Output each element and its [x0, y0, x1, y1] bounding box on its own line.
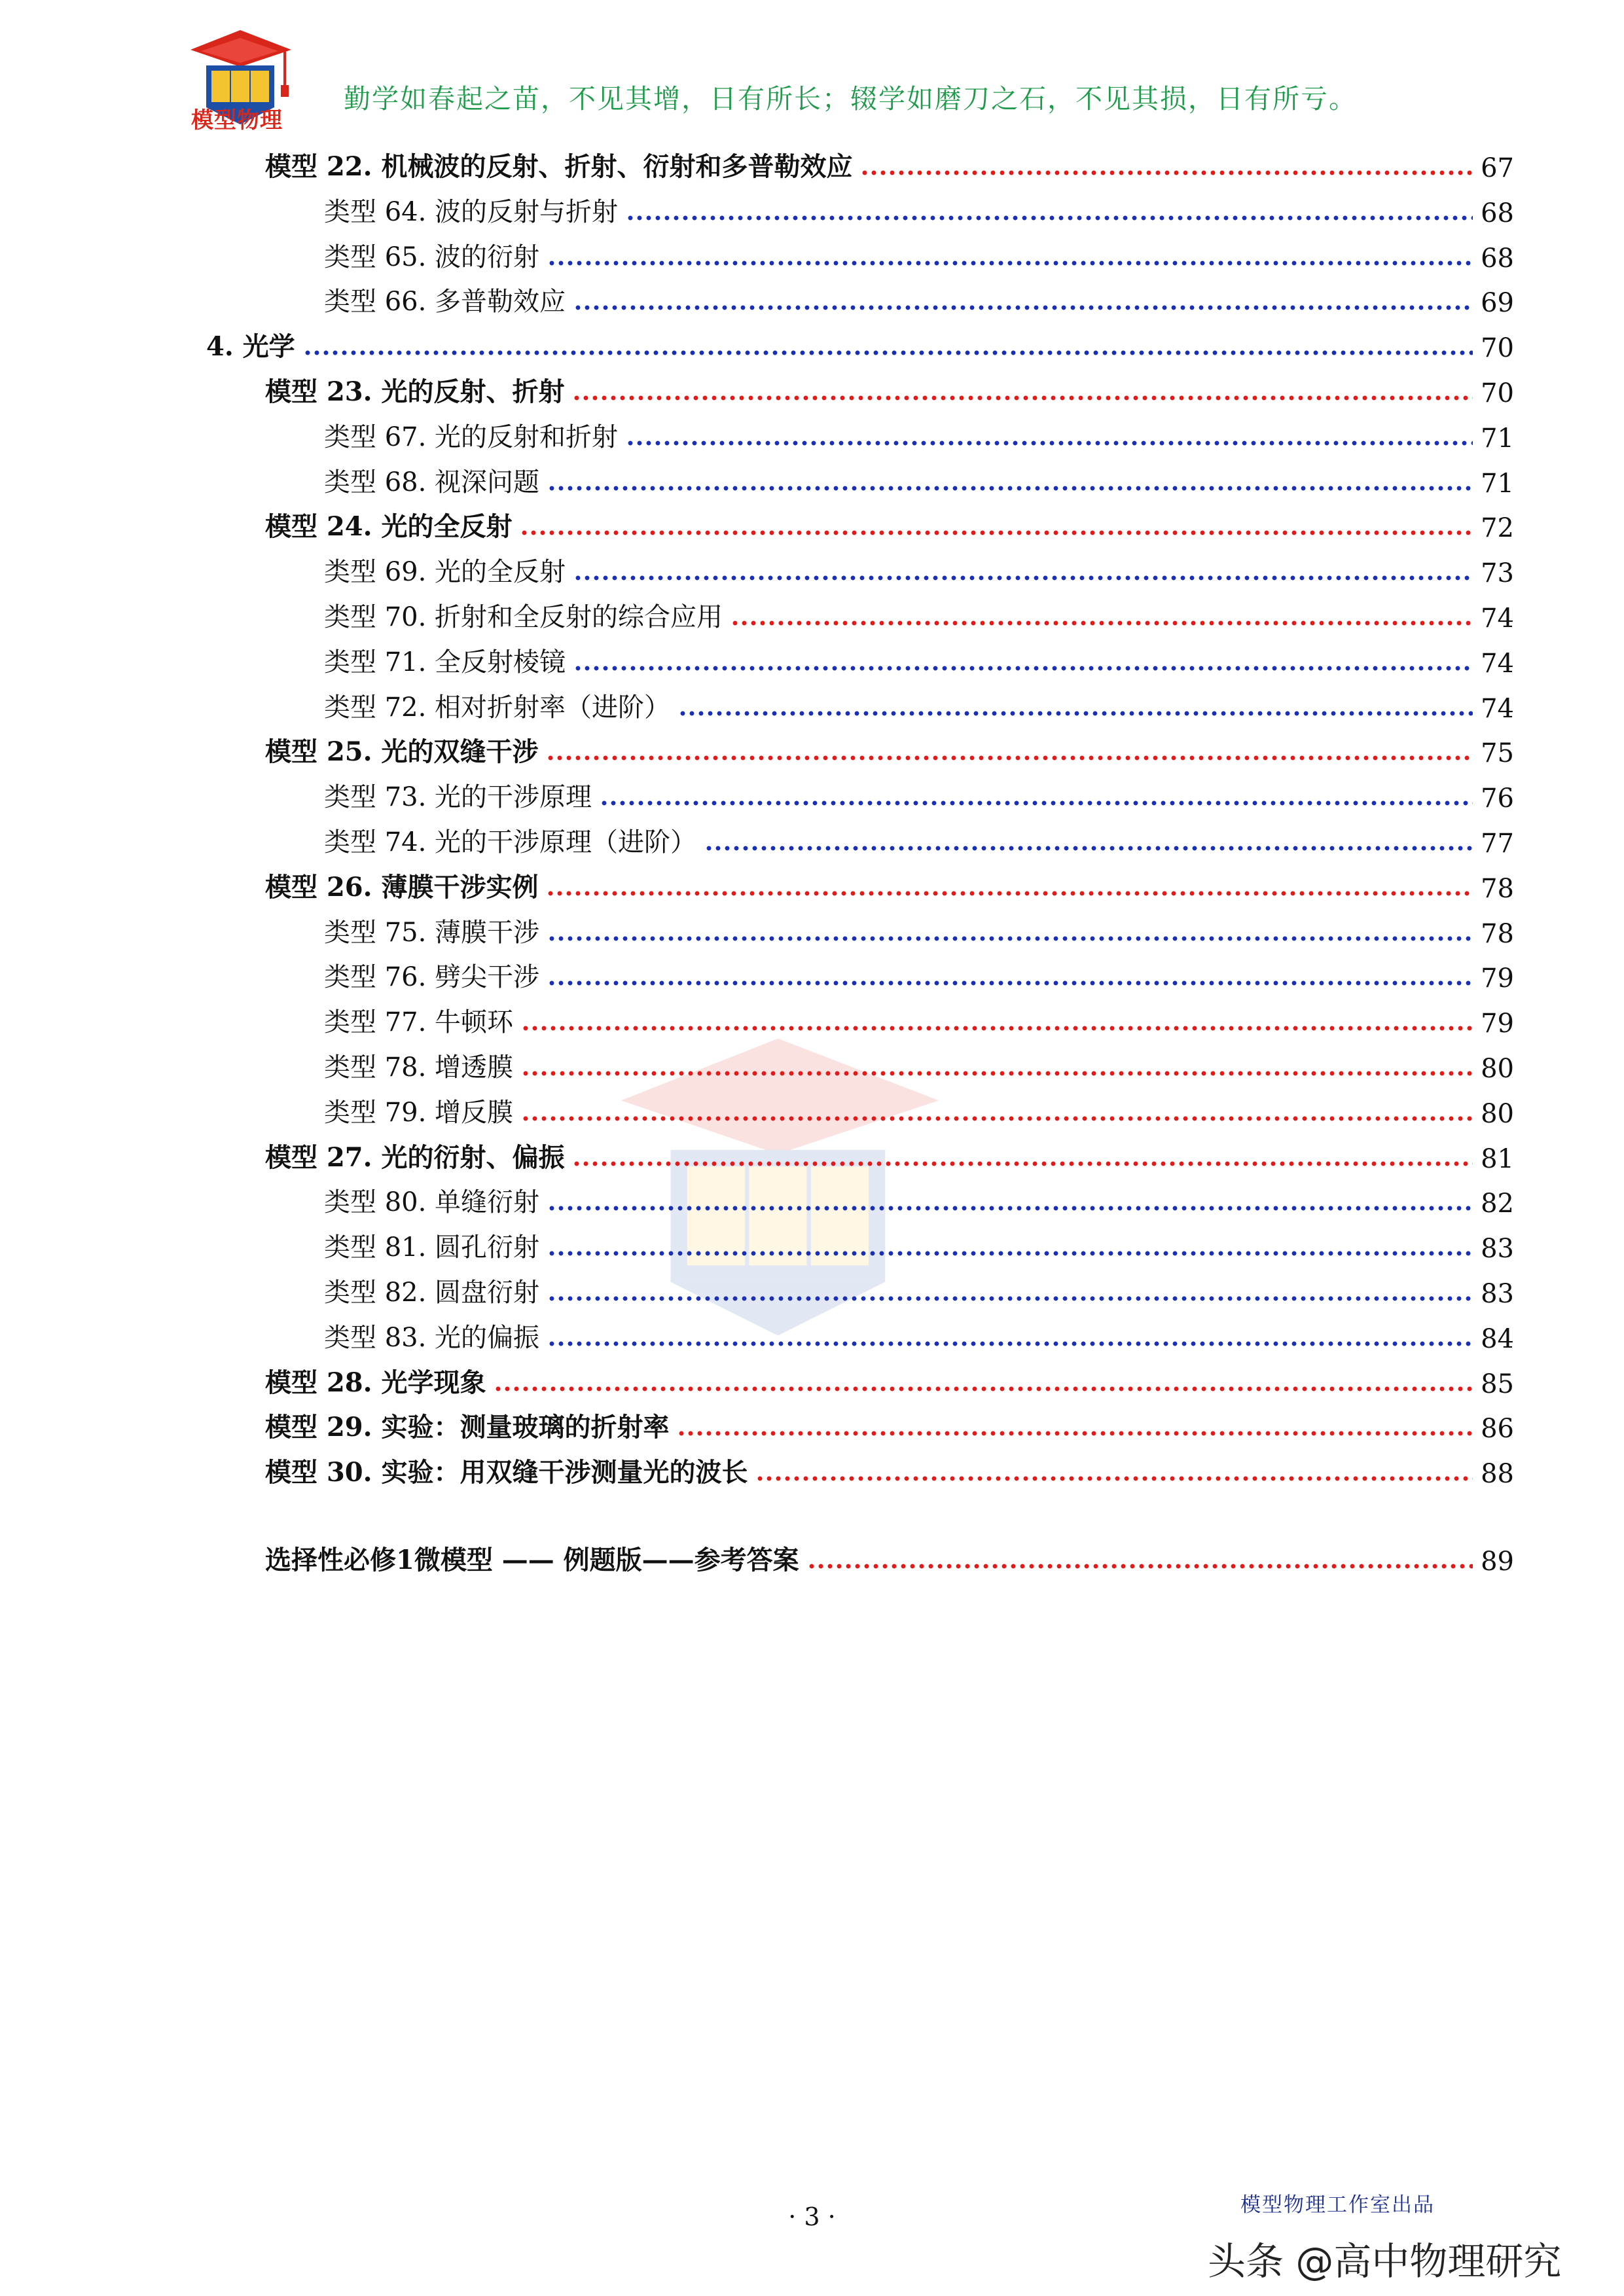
toc-entry-title: 单缝衍射 — [435, 1187, 540, 1218]
toc-entry[interactable] — [324, 1050, 1514, 1084]
toc-entry[interactable] — [324, 1185, 1514, 1219]
toc-entry[interactable] — [265, 374, 1514, 408]
toc-entry-label — [265, 731, 547, 768]
toc-entry-prefix: 类型 — [324, 557, 385, 588]
toc-entry-number: 27. — [326, 1141, 382, 1173]
toc-entry-label — [324, 551, 575, 588]
toc-entry-number: 73. — [384, 782, 435, 813]
toc-entry-prefix: 模型 — [265, 1457, 327, 1488]
toc-entry-number: 75. — [384, 917, 435, 948]
toc-entry-title: 实验：测量玻璃的折射率 — [381, 1412, 670, 1443]
toc-entry[interactable] — [324, 645, 1514, 679]
toc-leader-dots — [808, 1563, 1473, 1570]
toc-entry-title: 光的衍射、偏振 — [381, 1141, 565, 1173]
toc-entry-label — [324, 1092, 522, 1129]
toc-entry-page: 77 — [1481, 829, 1514, 859]
toc-leader-dots — [304, 350, 1473, 356]
toc-leader-dots — [522, 1115, 1473, 1122]
toc-entry[interactable] — [324, 1230, 1514, 1264]
toc-entry-prefix: 类型 — [324, 827, 385, 857]
toc-entry-label — [324, 912, 549, 949]
toc-leader-dots — [573, 1160, 1473, 1167]
toc-entry-title: 劈尖干涉 — [435, 962, 540, 993]
toc-entry-title: 增透膜 — [435, 1052, 514, 1083]
toc-entry-number: 4. — [206, 331, 243, 363]
toc-entry-page: 79 — [1481, 1009, 1514, 1039]
toc-entry-page: 85 — [1481, 1369, 1514, 1399]
toc-entry-prefix: 模型 — [265, 1367, 327, 1398]
toc-entry-label — [324, 1047, 522, 1084]
toc-entry-label — [265, 1407, 678, 1444]
toc-entry-page: 78 — [1481, 873, 1514, 904]
toc-entry-label — [324, 821, 706, 859]
toc-entry-number: 71. — [384, 647, 435, 677]
toc-entry-number: 64. — [384, 196, 435, 227]
toc-entry[interactable] — [324, 600, 1514, 634]
toc-entry-title: 折射和全反射的综合应用 — [435, 602, 723, 632]
toc-entry-prefix: 类型 — [324, 917, 385, 948]
toc-entry-prefix: 类型 — [324, 1007, 385, 1038]
toc-entry-number: 24. — [326, 511, 382, 543]
toc-entry-label — [324, 1001, 522, 1039]
toc-entry-number: 67. — [384, 422, 435, 452]
toc-entry-title: 光学 — [242, 331, 295, 363]
studio-credit: 模型物理工作室出品 — [1240, 2193, 1435, 2217]
toc-entry-prefix: 类型 — [324, 1322, 385, 1353]
toc-entry-prefix: 类型 — [324, 1232, 385, 1263]
toc-entry[interactable] — [206, 329, 1514, 363]
toc-entry-label — [265, 1452, 757, 1489]
toc-entry[interactable] — [324, 1005, 1514, 1039]
toc-leader-dots — [549, 260, 1473, 266]
toc-entry-page: 72 — [1481, 513, 1514, 544]
toc-entry-label — [324, 641, 575, 679]
toc-entry-title: 光的双缝干涉 — [381, 736, 539, 768]
toc-leader-dots — [679, 710, 1473, 717]
toc-entry-prefix: 类型 — [324, 287, 385, 317]
toc-entry-label — [324, 461, 549, 499]
toc-entry-page: 76 — [1481, 783, 1514, 814]
toc-entry-title: 选择性必修1微模型 —— 例题版——参考答案 — [265, 1545, 799, 1575]
toc-entry[interactable] — [324, 960, 1514, 994]
toc-entry[interactable] — [265, 509, 1514, 543]
toc-entry[interactable] — [324, 1095, 1514, 1129]
toc-leader-dots — [521, 529, 1473, 536]
toc-leader-dots — [861, 170, 1473, 176]
toc-leader-dots — [575, 575, 1473, 581]
toc-entry-prefix: 类型 — [324, 1278, 385, 1308]
toc-entry[interactable] — [324, 690, 1514, 724]
toc-entry-prefix: 模型 — [265, 871, 327, 903]
toc-entry-label — [324, 687, 679, 724]
toc-entry-title: 光的偏振 — [435, 1322, 540, 1353]
toc-entry-title: 相对折射率（进阶） — [435, 692, 671, 723]
toc-entry-label — [324, 596, 732, 634]
toc-leader-dots — [547, 890, 1473, 897]
toc-entry-page: 74 — [1481, 693, 1514, 724]
toc-entry-number: 82. — [384, 1278, 435, 1308]
toc-entry-title: 圆孔衍射 — [435, 1232, 540, 1263]
toc-leader-dots — [549, 1295, 1473, 1302]
toc-entry-prefix: 类型 — [324, 692, 385, 723]
toc-entry-page: 84 — [1481, 1323, 1514, 1354]
toc-entry-number: 30. — [326, 1457, 382, 1488]
toc-leader-dots — [627, 215, 1473, 221]
toc-entry[interactable] — [324, 1320, 1514, 1354]
toc-entry-prefix: 类型 — [324, 242, 385, 272]
toc-entry-page: 81 — [1481, 1143, 1514, 1174]
source-watermark: 头条 @高中物理研究 — [1208, 2239, 1562, 2284]
toc-entry-label — [324, 776, 601, 814]
toc-entry-label — [324, 191, 627, 228]
toc-entry-label — [265, 371, 573, 408]
toc-entry-label — [265, 506, 521, 543]
toc-entry[interactable] — [324, 420, 1514, 454]
toc-entry-title: 光的全反射 — [381, 511, 513, 543]
toc-entry-number: 69. — [384, 557, 435, 588]
toc-entry-number: 25. — [326, 736, 382, 768]
toc-entry-prefix: 类型 — [324, 467, 385, 497]
toc-entry-label — [265, 1539, 808, 1577]
toc-entry-prefix: 类型 — [324, 196, 385, 227]
toc-entry-prefix: 类型 — [324, 1052, 385, 1083]
toc-entry-page: 83 — [1481, 1234, 1514, 1265]
toc-entry[interactable] — [324, 825, 1514, 859]
page-number: · 3 · — [788, 2202, 836, 2231]
toc-leader-dots — [575, 665, 1473, 672]
toc-entry-title: 圆盘衍射 — [435, 1278, 540, 1308]
toc-entry-number: 68. — [384, 467, 435, 497]
toc-entry[interactable] — [265, 870, 1514, 904]
toc-entry-prefix: 类型 — [324, 782, 385, 813]
toc-entry[interactable] — [265, 1455, 1514, 1489]
toc-leader-dots — [547, 755, 1473, 761]
toc-leader-dots — [522, 1070, 1473, 1077]
toc-entry-page: 86 — [1481, 1414, 1514, 1444]
toc-entry-title: 实验：用双缝干涉测量光的波长 — [381, 1457, 748, 1488]
toc-entry-number: 79. — [384, 1097, 435, 1128]
toc-entry-number: 22. — [326, 151, 382, 182]
toc-entry-prefix: 类型 — [324, 962, 385, 993]
toc-leader-dots — [522, 1025, 1473, 1031]
toc-leader-dots — [757, 1475, 1473, 1482]
toc-entry-page: 88 — [1481, 1459, 1514, 1490]
toc-entry-page: 80 — [1481, 1054, 1514, 1084]
toc-leader-dots — [549, 1340, 1473, 1347]
toc-entry-label — [324, 236, 549, 274]
toc-entry-number: 76. — [384, 962, 435, 993]
toc-entry-page: 83 — [1481, 1279, 1514, 1309]
toc-entry-number: 78. — [384, 1052, 435, 1083]
toc-entry-label — [265, 1362, 495, 1399]
toc-entry-label — [265, 1137, 573, 1174]
toc-entry[interactable] — [265, 1410, 1514, 1444]
toc-entry-number: 72. — [384, 692, 435, 723]
toc-entry-title: 光的全反射 — [435, 557, 566, 588]
logo-text: 模型物理 — [191, 107, 283, 134]
toc-entry-number: 80. — [384, 1187, 435, 1218]
toc-entry-title: 薄膜干涉实例 — [381, 871, 539, 903]
toc-leader-dots — [573, 395, 1473, 401]
toc-entry-label — [324, 1317, 549, 1354]
toc-entry-title: 薄膜干涉 — [435, 917, 540, 948]
toc-entry-prefix: 类型 — [324, 1097, 385, 1128]
toc-entry-label — [324, 1227, 549, 1264]
toc-entry-number: 66. — [384, 287, 435, 317]
toc-leader-dots — [549, 935, 1473, 942]
toc-entry-title: 波的衍射 — [435, 242, 540, 272]
toc-entry-page: 69 — [1481, 288, 1514, 319]
toc-leader-dots — [549, 1205, 1473, 1211]
toc-entry-prefix: 类型 — [324, 422, 385, 452]
toc-entry-number: 29. — [326, 1412, 382, 1443]
toc-entry-title: 光的干涉原理 — [435, 782, 592, 813]
toc-entry-page: 74 — [1481, 603, 1514, 634]
toc-leader-dots — [732, 620, 1473, 626]
toc-entry[interactable] — [324, 465, 1514, 499]
toc-entry-title: 光的反射和折射 — [435, 422, 619, 452]
toc-entry-title: 光学现象 — [381, 1367, 486, 1398]
toc-entry-label — [265, 146, 861, 183]
toc-entry-page: 78 — [1481, 918, 1514, 949]
toc-entry-page: 71 — [1481, 423, 1514, 454]
toc-entry-title: 牛顿环 — [435, 1007, 514, 1038]
toc-entry-label — [206, 326, 304, 363]
toc-leader-dots — [575, 304, 1473, 311]
toc-leader-dots — [549, 485, 1473, 492]
toc-entry[interactable] — [265, 734, 1514, 768]
toc-entry[interactable] — [265, 149, 1514, 183]
toc-entry-page: 68 — [1481, 198, 1514, 228]
toc-entry-label — [324, 956, 549, 994]
toc-entry-label — [324, 1181, 549, 1219]
toc-entry[interactable] — [324, 194, 1514, 228]
toc-entry-label — [324, 281, 575, 318]
toc-entry-number: 70. — [384, 602, 435, 632]
toc-entry-number: 83. — [384, 1322, 435, 1353]
toc-entry-title: 视深问题 — [435, 467, 540, 497]
toc-entry-number: 23. — [326, 376, 382, 407]
toc-entry-number: 74. — [384, 827, 435, 857]
toc-entry-page: 67 — [1481, 153, 1514, 183]
toc-entry-page: 71 — [1481, 468, 1514, 499]
toc-leader-dots — [549, 980, 1473, 986]
toc-entry-prefix: 模型 — [265, 151, 327, 182]
toc-entry[interactable] — [324, 780, 1514, 814]
toc-entry-prefix: 模型 — [265, 1141, 327, 1173]
toc-entry-page: 70 — [1481, 333, 1514, 364]
toc-entry-page: 70 — [1481, 378, 1514, 408]
toc-leader-dots — [627, 440, 1473, 446]
toc-entry-prefix: 类型 — [324, 602, 385, 632]
toc-entry-page: 74 — [1481, 648, 1514, 679]
toc-entry-number: 28. — [326, 1367, 382, 1398]
toc-leader-dots — [601, 800, 1473, 806]
toc-entry-number: 65. — [384, 242, 435, 272]
toc-entry-title: 增反膜 — [435, 1097, 514, 1128]
toc-entry[interactable] — [265, 1140, 1514, 1174]
toc-entry[interactable] — [324, 554, 1514, 588]
toc-entry-title: 光的反射、折射 — [381, 376, 565, 407]
toc-entry-prefix: 模型 — [265, 376, 327, 407]
toc-entry-label — [265, 867, 547, 904]
toc-entry[interactable] — [324, 284, 1514, 318]
toc-entry-page: 75 — [1481, 738, 1514, 769]
toc-entry-prefix: 类型 — [324, 647, 385, 677]
toc-entry-page: 82 — [1481, 1189, 1514, 1219]
toc-entry-title: 全反射棱镜 — [435, 647, 566, 677]
toc-entry[interactable] — [265, 1365, 1514, 1399]
toc-entry-title: 多普勒效应 — [435, 287, 566, 317]
toc-entry[interactable] — [324, 915, 1514, 949]
toc-leader-dots — [678, 1430, 1473, 1437]
toc-entry[interactable] — [265, 1543, 1514, 1577]
toc-leader-dots — [549, 1250, 1473, 1257]
toc-entry-label — [324, 416, 627, 454]
toc-entry-number: 81. — [384, 1232, 435, 1263]
toc-entry-prefix: 模型 — [265, 736, 327, 768]
toc-entry-label — [324, 1272, 549, 1309]
toc-entry-page: 73 — [1481, 558, 1514, 589]
toc-entry-page: 68 — [1481, 243, 1514, 274]
toc-entry[interactable] — [324, 1275, 1514, 1309]
toc-leader-dots — [706, 845, 1473, 852]
toc-entry-page: 89 — [1481, 1547, 1514, 1577]
toc-entry-prefix: 模型 — [265, 1412, 327, 1443]
toc-entry-title: 光的干涉原理（进阶） — [435, 827, 697, 857]
toc-entry-page: 79 — [1481, 963, 1514, 994]
header-motto: 勤学如春起之苗，不见其增，日有所长；辍学如磨刀之石，不见其损，日有所亏。 — [344, 83, 1357, 115]
toc-entry-prefix: 模型 — [265, 511, 327, 543]
toc-entry[interactable] — [324, 240, 1514, 274]
toc-entry-number: 77. — [384, 1007, 435, 1038]
toc-entry-number: 26. — [326, 871, 382, 903]
toc-entry-title: 波的反射与折射 — [435, 196, 619, 227]
toc-entry-prefix: 类型 — [324, 1187, 385, 1218]
toc-entry-page: 80 — [1481, 1098, 1514, 1129]
toc-entry-title: 机械波的反射、折射、衍射和多普勒效应 — [381, 151, 853, 182]
toc-leader-dots — [495, 1386, 1473, 1392]
